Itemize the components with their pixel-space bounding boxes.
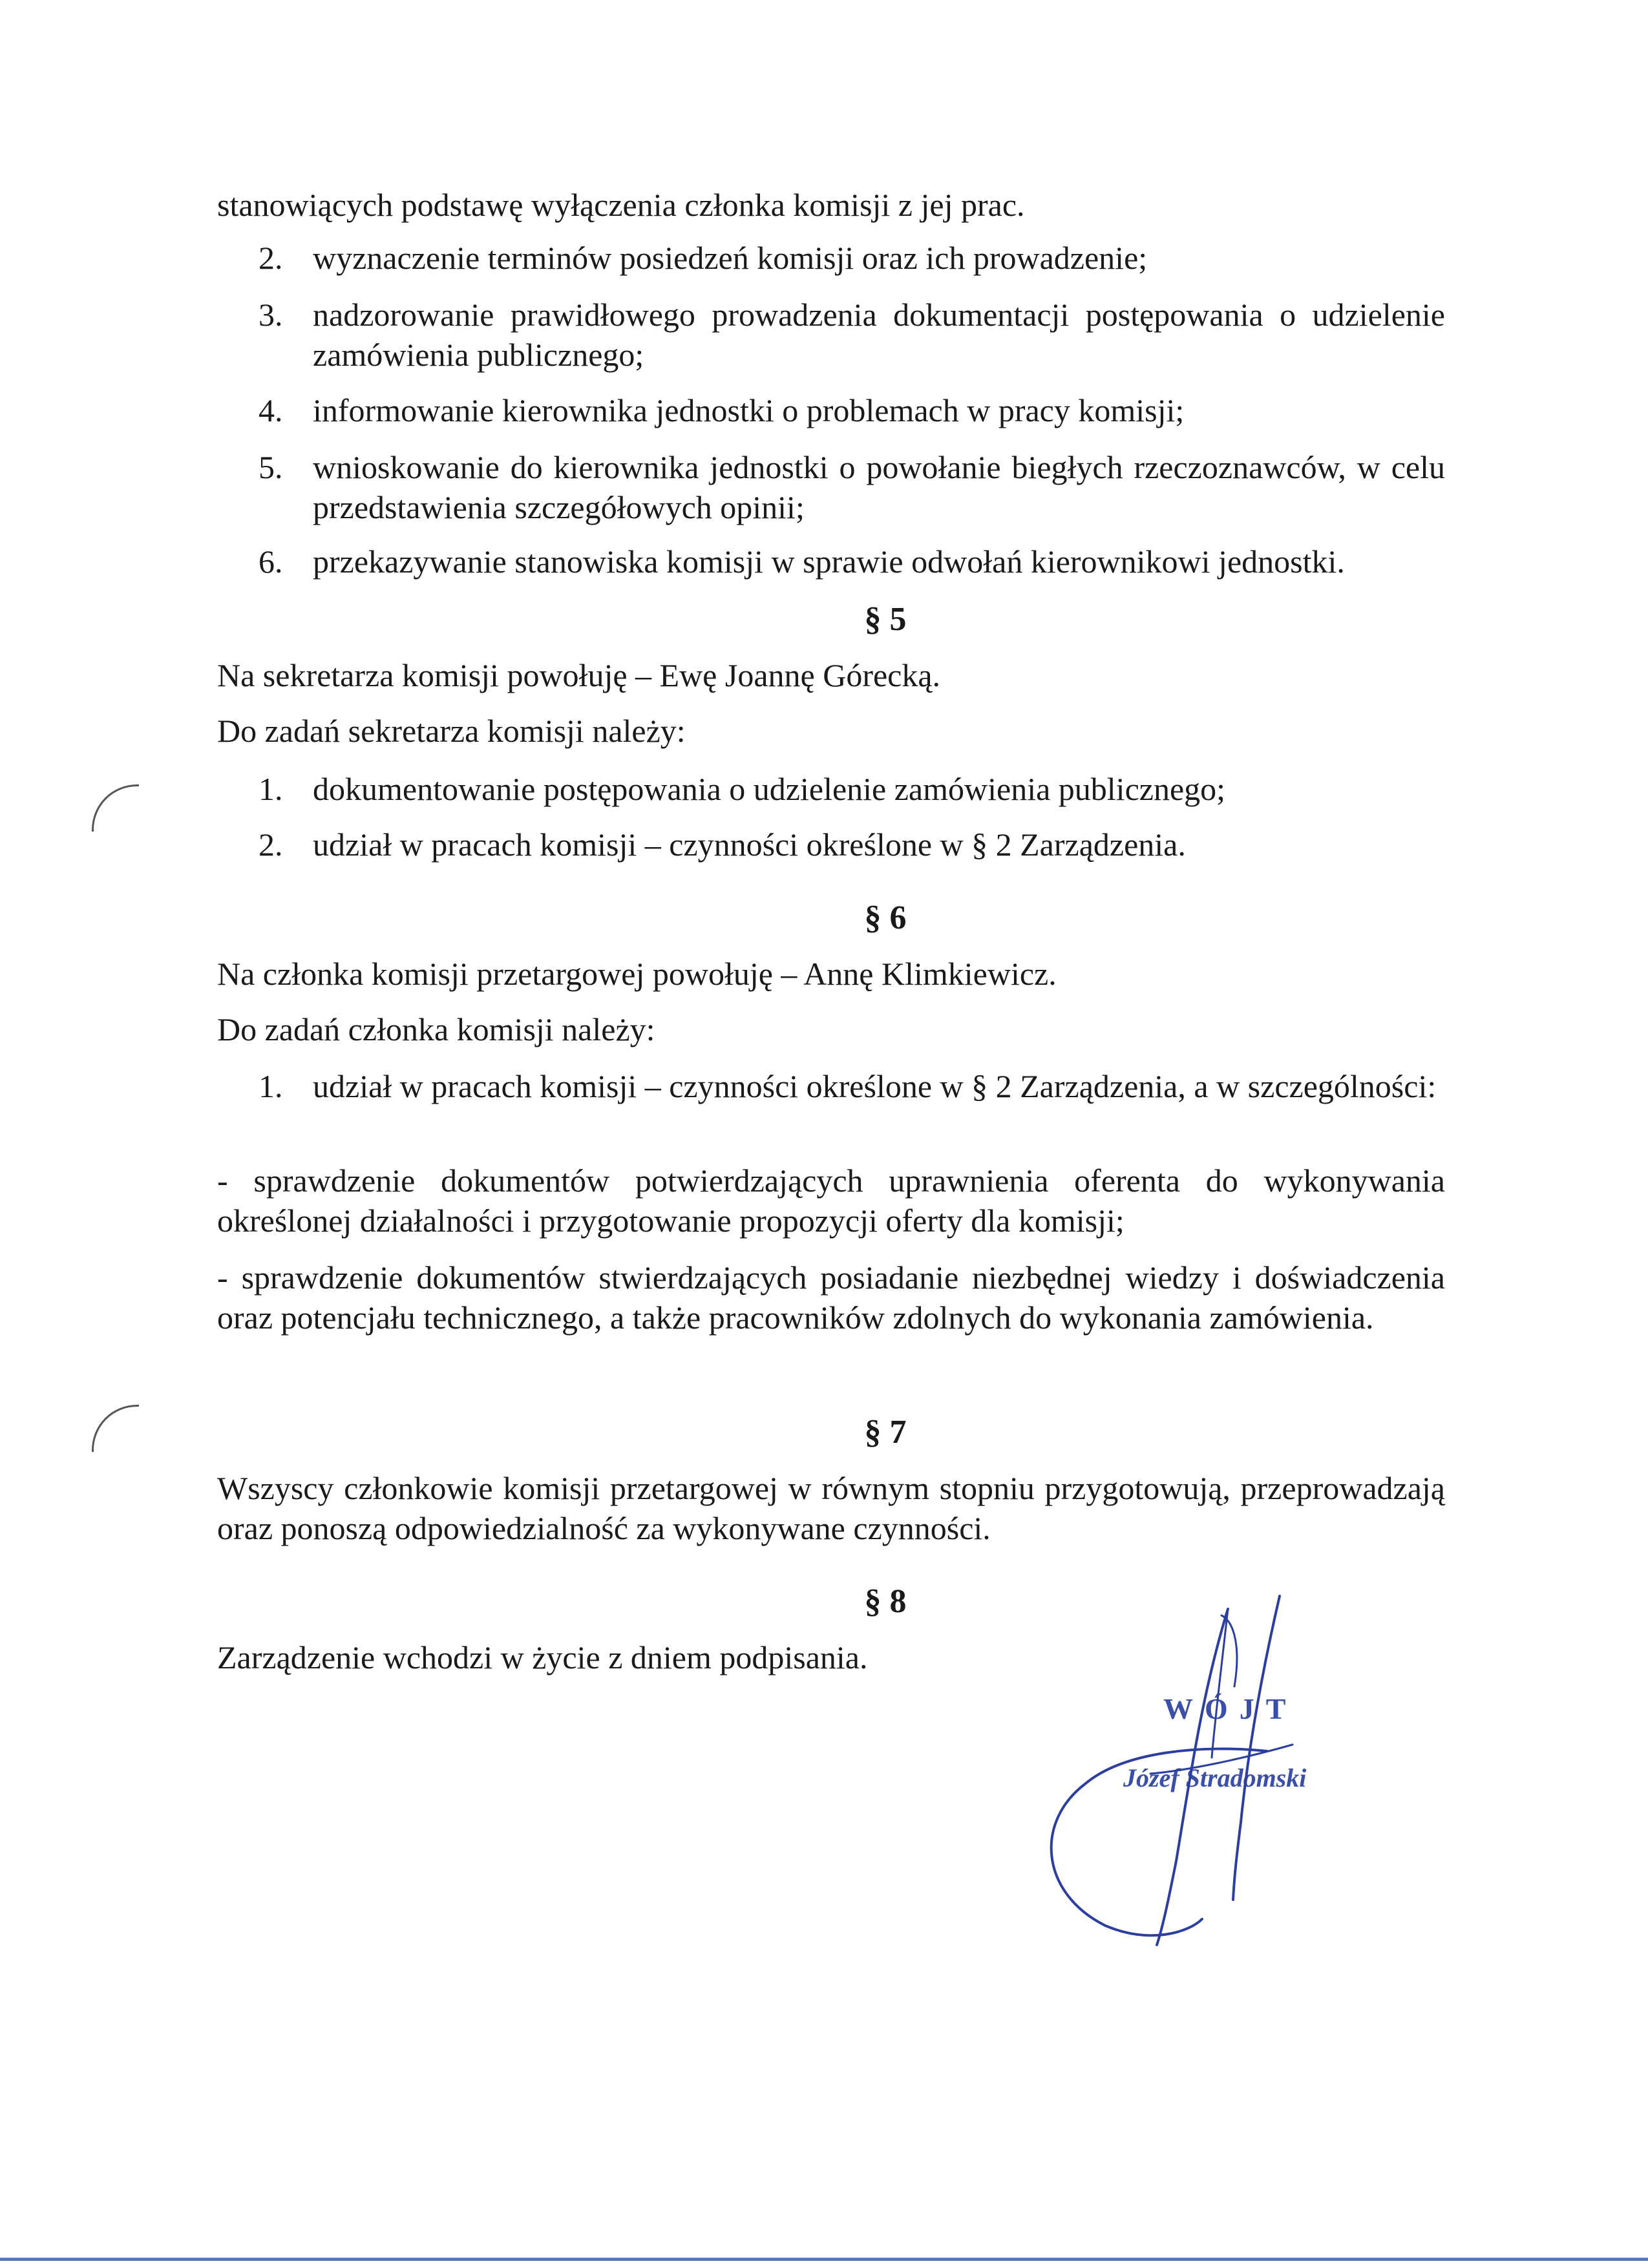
list-item-text: udział w pracach komisji – czynności określone w § 2 Zarządzenia, a w szczególności:: [313, 1068, 1437, 1104]
punch-hole-mark: [92, 1405, 139, 1452]
punch-hole-mark: [92, 784, 139, 832]
member-duty-dash-2: - sprawdzenie dokumentów stwierdzających posiadanie niezbędnej wiedzy i doświadczenia oraz potencjału technicznego, a także pracowników zdolnych do wykonania zamówienia.: [217, 1259, 1445, 1336]
continuation-line: stanowiących podstawę wyłączenia członka komisji z jej prac.: [217, 187, 1025, 223]
list-item-text: nadzorowanie prawidłowego prowadzenia dokumentacji postępowania o udzielenie zamówienia publicznego;: [313, 297, 1445, 373]
handwritten-signature: [956, 1590, 1370, 1951]
member-appointment: Na członka komisji przetargowej powołuję – Annę Klimkiewicz.: [217, 956, 1057, 992]
list-item-text: przekazywanie stanowiska komisji w sprawie odwołań kierownikowi jednostki.: [313, 543, 1345, 580]
list-item: [259, 238, 1445, 278]
list-item: [259, 1066, 1445, 1106]
section-6-title: § 6: [864, 899, 907, 936]
scan-edge-line: [0, 2258, 1648, 2261]
list-item-number: 5.: [259, 449, 283, 485]
section-5-title: § 5: [864, 601, 907, 638]
list-item-number: 1.: [259, 771, 283, 807]
section-7-title: § 7: [864, 1414, 907, 1451]
list-item-number: 4.: [259, 392, 283, 428]
list-item-text: informowanie kierownika jednostki o problemach w pracy komisji;: [313, 392, 1185, 428]
section-8-title: § 8: [864, 1583, 907, 1620]
list-item: [259, 447, 1445, 527]
list-item-number: 1.: [259, 1068, 283, 1104]
secretary-duties-intro: Do zadań sekretarza komisji należy:: [217, 713, 686, 749]
list-item: [259, 390, 1445, 430]
list-item-text: udział w pracach komisji – czynności określone w § 2 Zarządzenia.: [313, 826, 1186, 863]
list-item-number: 2.: [259, 826, 283, 863]
list-item: [259, 541, 1445, 582]
secretary-appointment: Na sekretarza komisji powołuję – Ewę Joannę Górecką.: [217, 657, 941, 693]
list-item-text: wnioskowanie do kierownika jednostki o powołanie biegłych rzeczoznawców, w celu przedstawienia szczegółowych opinii;: [313, 449, 1445, 525]
member-duty-dash-1: - sprawdzenie dokumentów potwierdzających uprawnienia oferenta do wykonywania określonej działalności i przygotowanie propozycji oferty dla komisji;: [217, 1162, 1445, 1239]
list-item-number: 3.: [259, 297, 283, 333]
section-8-text: Zarządzenie wchodzi w życie z dniem podpisania.: [217, 1639, 868, 1675]
list-item-number: 2.: [259, 240, 283, 276]
list-item-text: wyznaczenie terminów posiedzeń komisji oraz ich prowadzenie;: [313, 240, 1148, 276]
section-7-text: Wszyscy członkowie komisji przetargowej w równym stopniu przygotowują, przeprowadzają oraz ponoszą odpowiedzialność za wykonywane czynności.: [217, 1470, 1445, 1546]
list-item-number: 6.: [259, 543, 283, 580]
list-item: [259, 295, 1445, 375]
list-item: [259, 824, 1445, 865]
member-duties-intro: Do zadań członka komisji należy:: [217, 1011, 655, 1047]
stamp-name: Józef Stradomski: [1123, 1763, 1307, 1792]
stamp-title: WÓJT: [1163, 1692, 1298, 1725]
list-item: [259, 769, 1445, 809]
list-item-text: dokumentowanie postępowania o udzielenie zamówienia publicznego;: [313, 771, 1226, 807]
